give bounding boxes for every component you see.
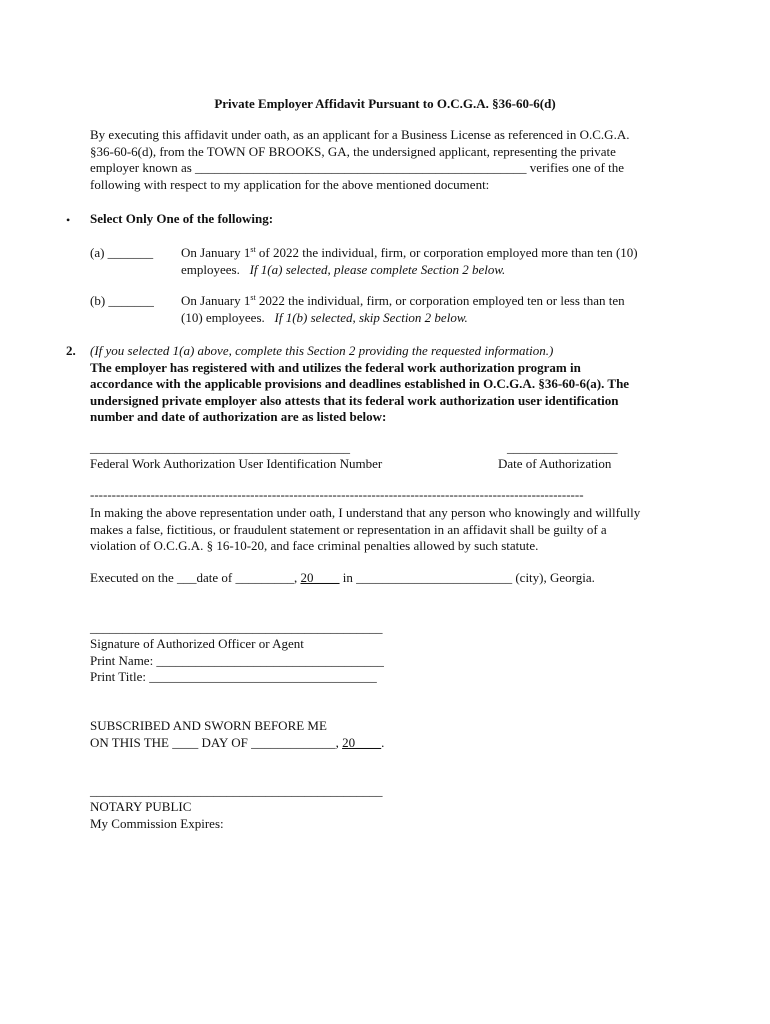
- commission-expires-label: My Commission Expires:: [90, 816, 224, 831]
- section2-line: The employer has registered with and utilizes the federal work authorization program in: [90, 359, 581, 375]
- authorization-date-label: Date of Authorization: [498, 456, 612, 471]
- executed-year: 20____: [300, 570, 340, 585]
- document-title: Private Employer Affidavit Pursuant to O.C.G.A. §36-60-6(d): [214, 96, 556, 111]
- authorization-date-field[interactable]: _________________: [507, 440, 618, 455]
- notary-signature-field[interactable]: _____________________________________________: [90, 783, 383, 798]
- section2-body: [90, 343, 680, 426]
- superscript: st: [250, 245, 256, 254]
- executed-line[interactable]: Executed on the ___date of _________, 20____ in ________________________ (city), Georgia.: [90, 570, 595, 585]
- fwa-id-label: Federal Work Authorization User Identification Number: [90, 456, 383, 471]
- fwa-id-field[interactable]: ________________________________________: [90, 440, 350, 455]
- intro-line: §36-60-6(d), from the TOWN OF BROOKS, GA, the undersigned applicant, representing the private: [90, 143, 616, 159]
- section2-number: 2.: [66, 343, 76, 358]
- signature-label: Signature of Authorized Officer or Agent: [90, 636, 304, 651]
- intro-line: By executing this affidavit under oath, as an applicant for a Business License as referenced in O.C.G.A.: [90, 127, 630, 142]
- option-b-line: On January 1st 2022 the individual, firm, or corporation employed ten or less than ten: [181, 293, 625, 308]
- option-a-line: employees. If 1(a) selected, please complete Section 2 below.: [181, 261, 506, 277]
- superscript: st: [250, 293, 256, 302]
- penalty-line: makes a false, fictitious, or fraudulent statement or representation in an affidavit shall be guilty of a: [90, 521, 607, 537]
- penalty-paragraph: [90, 505, 680, 555]
- option-a-line: On January 1st of 2022 the individual, firm, or corporation employed more than ten (10): [181, 245, 638, 260]
- print-name-field[interactable]: Print Name: ___________________________________: [90, 653, 384, 668]
- notary-label: NOTARY PUBLIC: [90, 799, 192, 814]
- penalty-line: In making the above representation under oath, I understand that any person who knowingly and willfully: [90, 505, 641, 520]
- dashed-divider: ------------------------------------------------------------------------------------------------------------------: [90, 487, 584, 502]
- option-b-label: (b) _______: [90, 293, 154, 308]
- sworn-date-line[interactable]: ON THIS THE ____ DAY OF _____________, 20____.: [90, 735, 385, 750]
- sworn-year: 20____: [342, 735, 382, 750]
- penalty-line: violation of O.C.G.A. § 16-10-20, and face criminal penalties allowed by such statute.: [90, 538, 539, 553]
- intro-paragraph: [90, 127, 680, 193]
- intro-line: following with respect to my application for the above mentioned document:: [90, 176, 490, 192]
- print-title-field[interactable]: Print Title: ___________________________________: [90, 669, 377, 684]
- bullet-icon: •: [66, 213, 71, 227]
- section1-heading: Select Only One of the following:: [90, 211, 274, 226]
- sworn-heading: SUBSCRIBED AND SWORN BEFORE ME: [90, 718, 327, 733]
- option-b-line: (10) employees. If 1(b) selected, skip Section 2 below.: [181, 309, 468, 325]
- option-b-text: [181, 293, 680, 326]
- option-a-label: (a) _______: [90, 245, 154, 260]
- signature-field[interactable]: _____________________________________________: [90, 620, 383, 635]
- section2-instruction: (If you selected 1(a) above, complete this Section 2 providing the requested information.): [90, 343, 554, 358]
- section2-line: accordance with the applicable provisions and deadlines established in O.C.G.A. §36-60-6(a). The: [90, 376, 630, 391]
- option-a-text: [181, 245, 680, 278]
- section2-line: number and date of authorization are as listed below:: [90, 409, 387, 424]
- intro-line: employer known as ___________________________________________________ verifies one of the: [90, 160, 625, 175]
- section2-line: undersigned private employer also attests that its federal work authorization user identification: [90, 392, 619, 408]
